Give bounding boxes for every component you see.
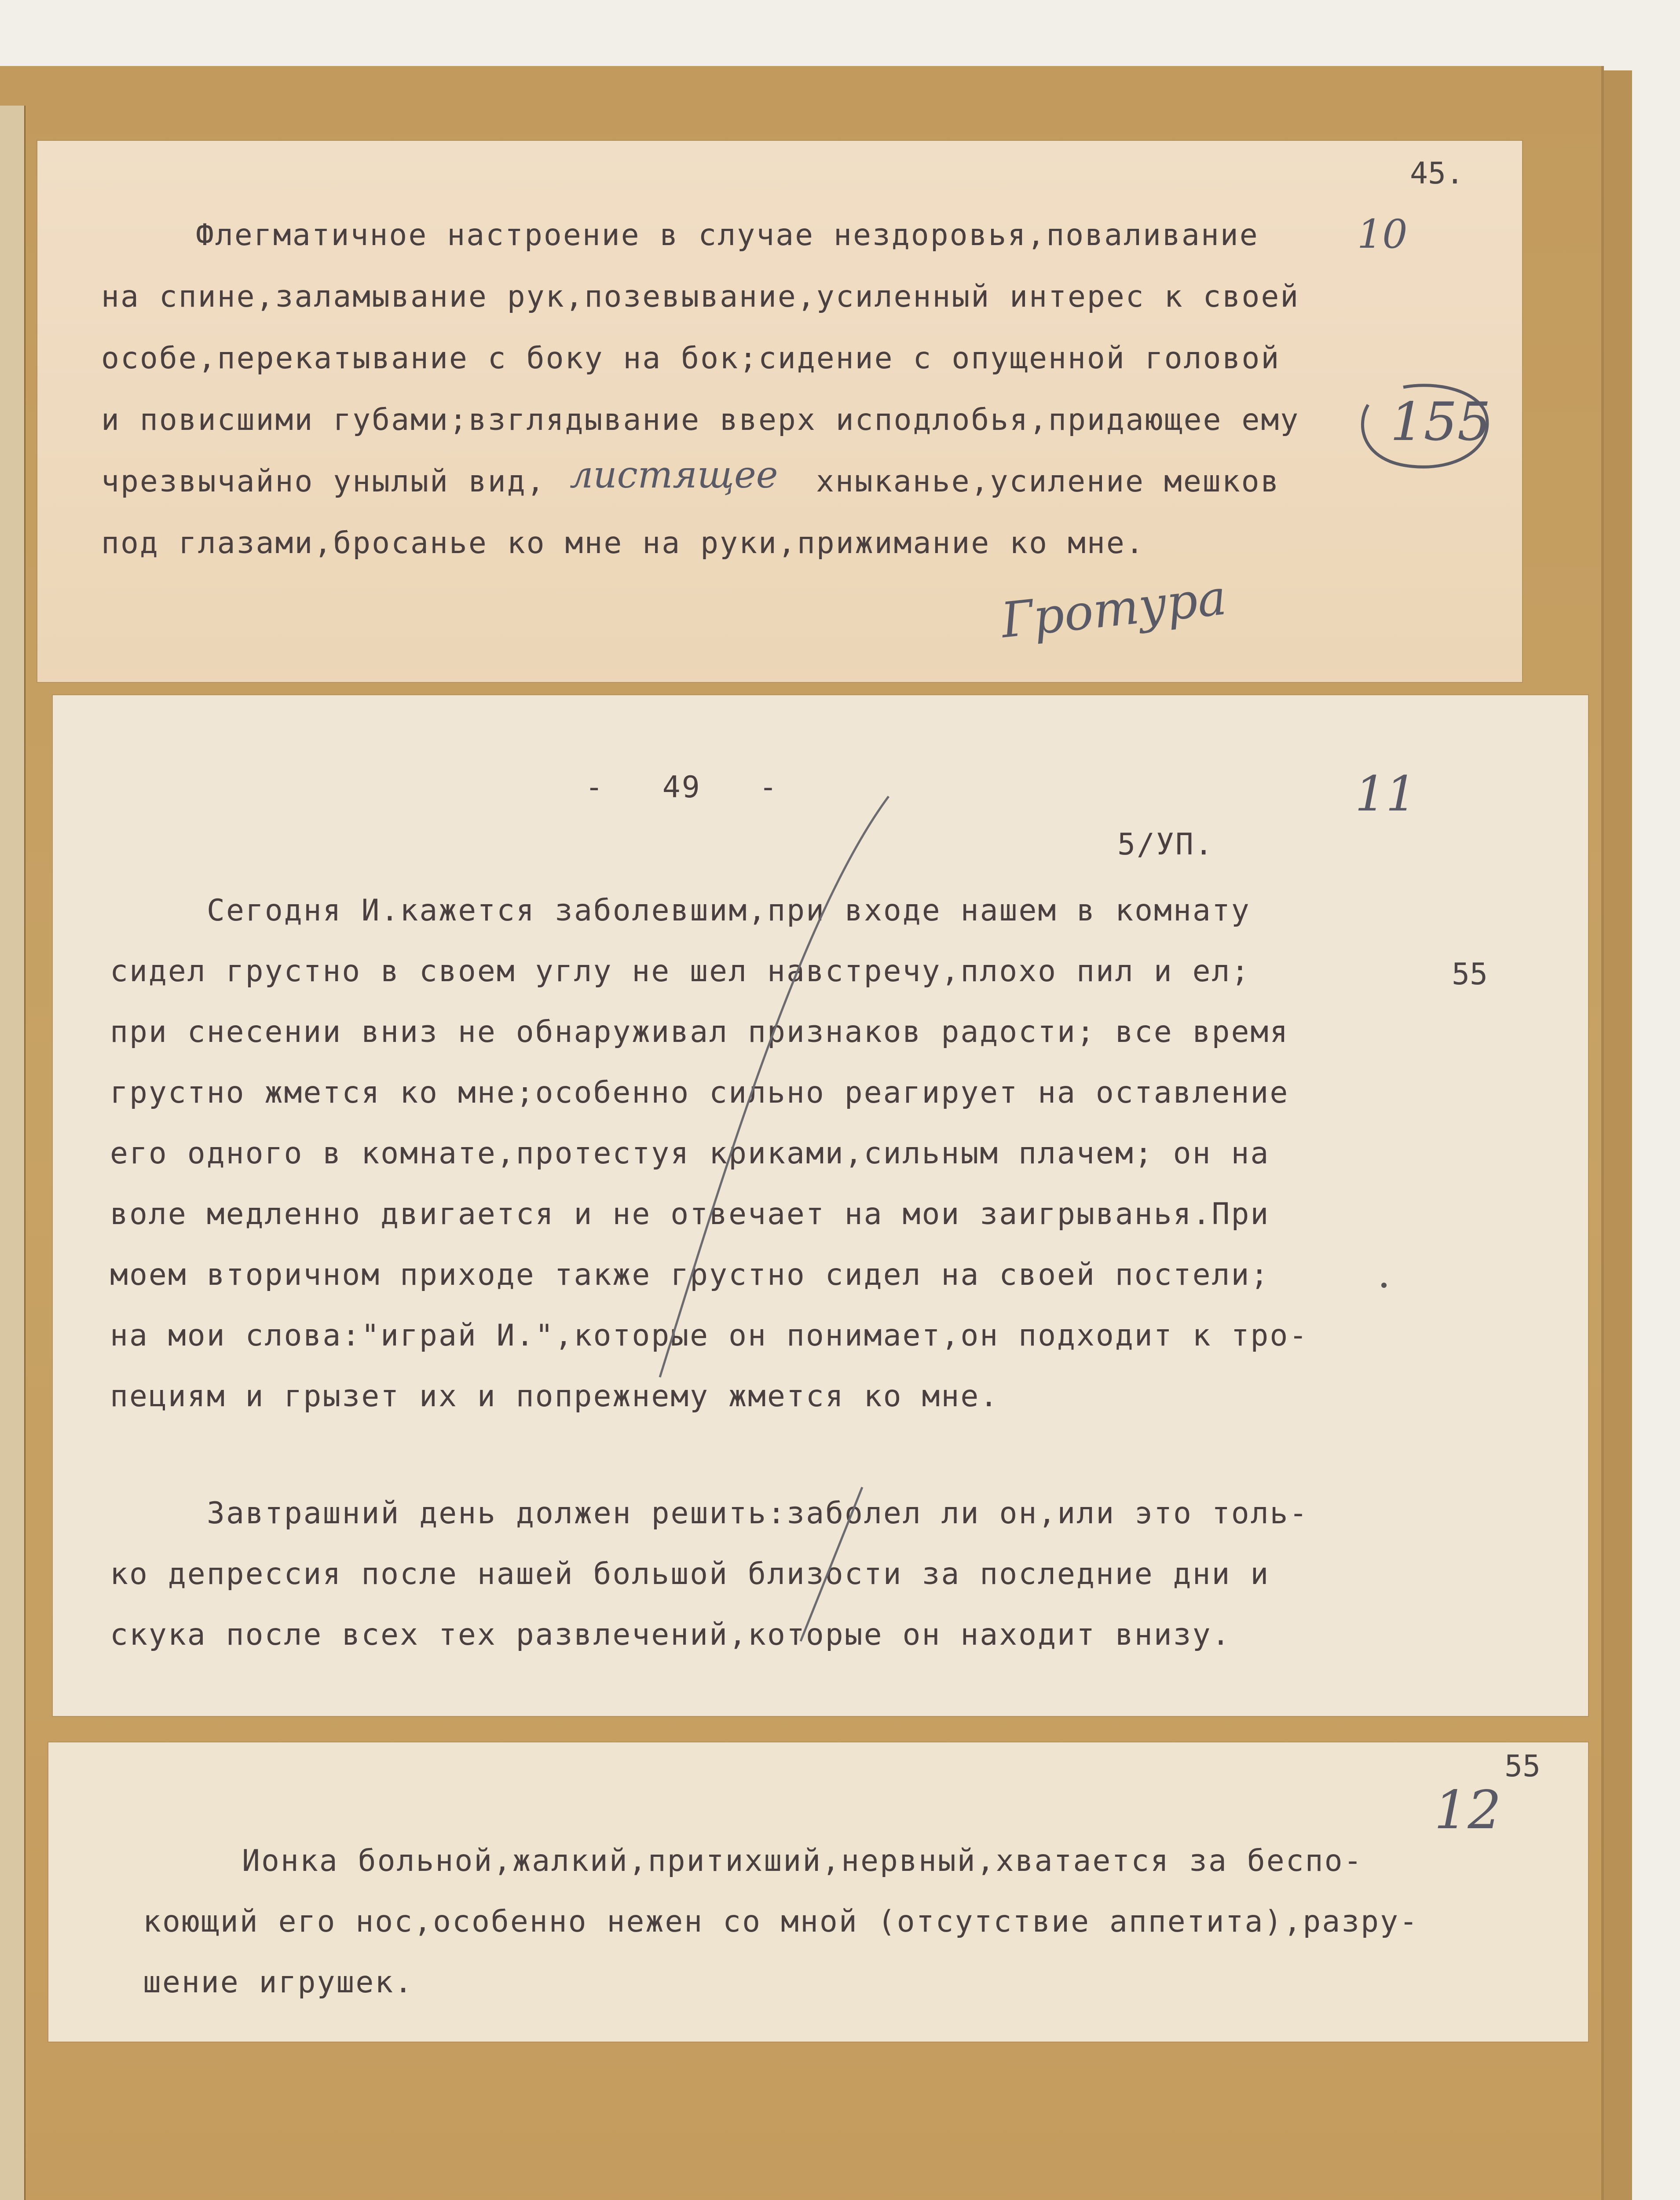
ink-dot bbox=[1381, 1283, 1387, 1288]
text-line: сидел грустно в своем углу не шел навстречу,плохо пил и ел; bbox=[110, 954, 1251, 989]
handwritten-number: 11 bbox=[1355, 766, 1416, 822]
text-line: моем вторичном приходе также грустно сидел на своей постели; bbox=[110, 1258, 1270, 1292]
text-line: при снесении вниз не обнаруживал признаков радости; все время bbox=[110, 1015, 1289, 1049]
text-line: Сегодня И.кажется заболевшим,при входе нашем в комнату bbox=[207, 893, 1251, 928]
text-line: чрезвычайно унылый вид, bbox=[101, 464, 546, 499]
margin-number: 55 bbox=[1452, 957, 1488, 992]
text-line: воле медленно двигается и не отвечает на мои заигрыванья.При bbox=[110, 1197, 1270, 1232]
handwritten-signature: Гротура bbox=[998, 569, 1229, 649]
handwritten-insert: листящее bbox=[570, 453, 778, 496]
text-line: коющий его нос,особенно нежен со мной (отсутствие аппетита),разру- bbox=[143, 1904, 1419, 1939]
page-number: 45. bbox=[1410, 156, 1464, 191]
note-sheet-3 bbox=[48, 1742, 1588, 2042]
page-number: 55 bbox=[1504, 1749, 1541, 1784]
handwritten-number: 10 bbox=[1357, 211, 1408, 257]
handwritten-number: 12 bbox=[1434, 1780, 1501, 1841]
text-line: на мои слова:"играй И.",которые он понимает,он подходит к тро- bbox=[110, 1318, 1309, 1353]
text-line: скука после всех тех развлечений,которые он находит внизу. bbox=[110, 1617, 1231, 1652]
text-line: на спине,заламывание рук,позевывание,усиленный интерес к своей bbox=[101, 279, 1300, 314]
text-line: Завтрашний день должен решить:заболел ли он,или это толь- bbox=[207, 1496, 1309, 1531]
text-line: ко депрессия после нашей большой близости за последние дни и bbox=[110, 1557, 1270, 1591]
note-sheet-1 bbox=[37, 141, 1522, 682]
pencil-strokes bbox=[53, 695, 1588, 1716]
handwritten-circled-number: 155 bbox=[1390, 392, 1491, 453]
text-line: грустно жмется ко мне;особенно сильно реагирует на оставление bbox=[110, 1075, 1289, 1110]
text-line: хныканье,усиление мешков bbox=[816, 464, 1280, 499]
text-line: и повисшими губами;взглядывание вверх исподлобья,придающее ему bbox=[101, 403, 1300, 437]
text-line: Ионка больной,жалкий,притихший,нервный,хватается за беспо- bbox=[242, 1844, 1363, 1878]
text-line: шение игрушек. bbox=[143, 1965, 414, 2000]
note-sheet-2 bbox=[53, 695, 1588, 1716]
text-line: пециям и грызет их и попрежнему жмется ко мне. bbox=[110, 1379, 999, 1414]
text-line: под глазами,бросанье ко мне на руки,прижимание ко мне. bbox=[101, 526, 1145, 561]
reference-number: 5/УП. bbox=[1117, 827, 1214, 862]
binding-edge bbox=[0, 106, 26, 2200]
text-line: его одного в комнате,протестуя криками,сильным плачем; он на bbox=[110, 1136, 1270, 1171]
page-header: - 49 - bbox=[585, 770, 779, 805]
text-line: Флегматичное настроение в случае нездоровья,поваливание bbox=[196, 218, 1259, 253]
text-line: особе,перекатывание с боку на бок;сидение с опущенной головой bbox=[101, 341, 1281, 376]
